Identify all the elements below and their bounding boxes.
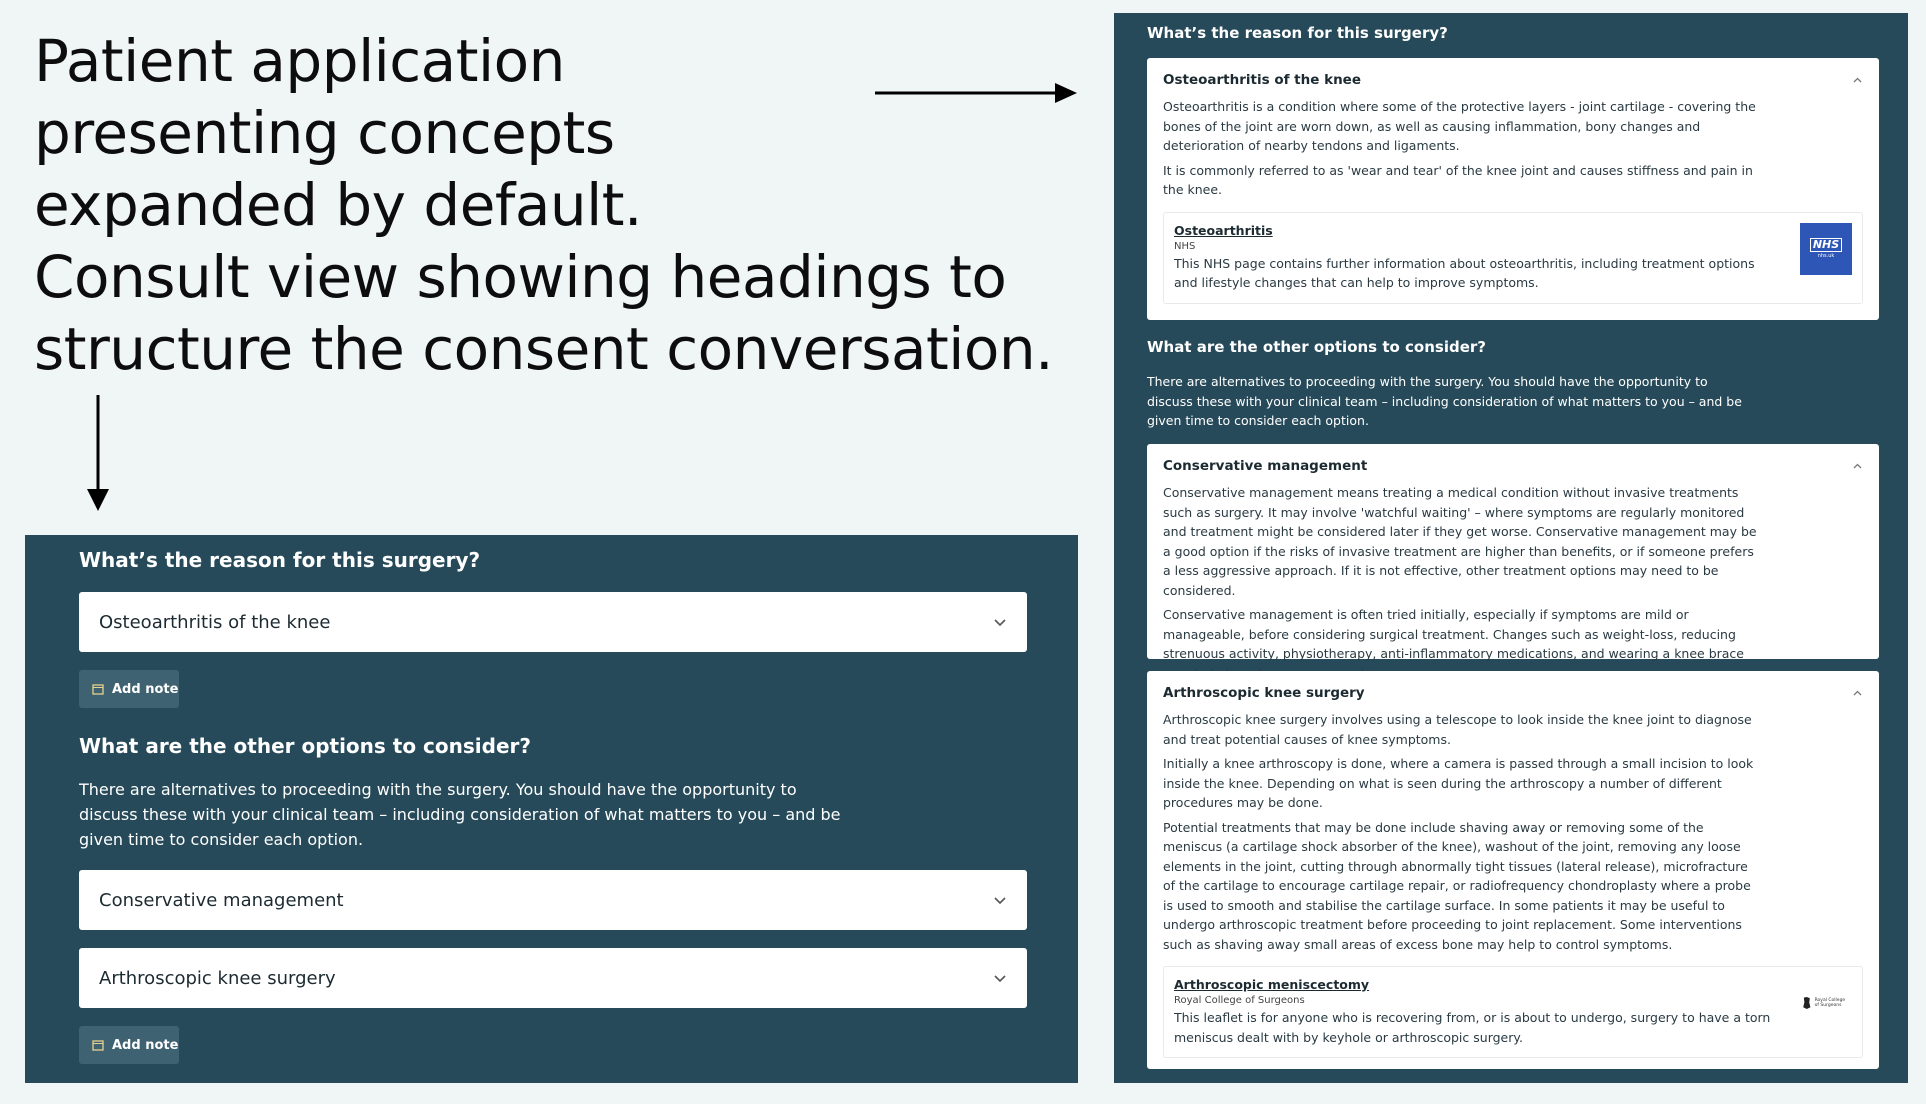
card-header[interactable] [1163,72,1863,88]
resource-card-rcs [1163,966,1863,1058]
expanded-card-conservative-management [1147,444,1879,659]
note-icon [92,1039,104,1051]
card-header[interactable] [1163,685,1863,701]
nhs-logo: NHS nhs.uk [1800,223,1852,275]
card-header[interactable] [1163,458,1863,474]
chevron-up-icon [1852,461,1863,472]
patient-options-intro: There are alternatives to proceeding with the surgery. You should have the opportunity to discuss these with your clinical team – including consideration of what matters to you – and be given time to consider each option. [1147,374,1742,428]
expanded-card-arthroscopic-knee-surgery [1147,671,1879,1069]
add-note-button[interactable] [79,670,179,708]
accordion-osteoarthritis[interactable] [79,592,1027,652]
arrow-right-icon [873,82,1079,104]
card-title: Conservative management [1163,458,1368,474]
chevron-down-icon [993,615,1007,629]
arrow-down-icon [86,393,110,513]
chevron-up-icon [1852,75,1863,86]
resource-description: This leaflet is for anyone who is recovering from, or is about to undergo, surgery to have a torn meniscus dealt with by keyhole or arthroscopic surgery. [1174,1010,1771,1045]
add-note-label: Add note [112,1037,179,1053]
card-title: Osteoarthritis of the knee [1163,72,1361,88]
resource-link[interactable]: Osteoarthritis [1174,222,1273,238]
caption-consult: Consult view showing headings to structure the consent conversation. [34,243,1054,383]
resource-source: NHS [1174,240,1196,252]
card-title: Arthroscopic knee surgery [1163,685,1365,701]
rcs-crest-icon [1802,992,1812,1014]
card-paragraph: Arthroscopic knee surgery involves using a telescope to look inside the knee joint to diagnose and treat potential causes of knee symptoms. [1163,712,1752,747]
chevron-down-icon [993,893,1007,907]
note-icon [92,683,104,695]
patient-options-heading: What are the other options to consider? [1147,338,1486,356]
card-paragraph: Conservative management is often tried initially, especially if symptoms are mild or manageable, before considering surgical treatment. Changes such as weight-loss, reducing strenuous activity, physiotherapy, anti-inflammatory medications, and wearing a knee brace [1163,607,1744,661]
add-note-label: Add note [112,681,179,697]
expanded-card-osteoarthritis [1147,58,1879,320]
resource-description: This NHS page contains further information about osteoarthritis, including treatment options and lifestyle changes that can help to improve symptoms. [1174,255,1755,290]
patient-reason-heading: What’s the reason for this surgery? [1147,24,1448,42]
patient-view-panel [1114,13,1908,1083]
consult-view-panel [25,535,1078,1083]
resource-source: Royal College of Surgeons [1174,995,1305,1006]
card-paragraph: Osteoarthritis is a condition where some of the protective layers - joint cartilage - covering the bones of the joint are worn down, as well as causing inflammation, bony changes and deterioration of nearby tendons and ligaments. [1163,99,1756,153]
accordion-label: Osteoarthritis of the knee [99,611,331,633]
chevron-down-icon [993,971,1007,985]
rcs-logo: Royal College of Surgeons [1802,989,1850,1017]
accordion-label: Arthroscopic knee surgery [99,967,336,989]
caption-patient: Patient application presenting concepts expanded by default. [34,27,642,239]
chevron-up-icon [1852,688,1863,699]
card-paragraph: It is commonly referred to as 'wear and tear' of the knee joint and causes stiffness and pain in the knee. [1163,162,1753,197]
consult-reason-heading: What’s the reason for this surgery? [79,548,481,572]
accordion-conservative-management[interactable] [79,870,1027,930]
resource-link[interactable]: Arthroscopic meniscectomy [1174,977,1370,992]
consult-options-intro: There are alternatives to proceeding with the surgery. You should have the opportunity to discuss these with your clinical team – including consideration of what matters to you – and be given time to consider each option. [79,780,841,849]
add-note-button[interactable] [79,1026,179,1064]
card-paragraph: Potential treatments that may be done include shaving away or removing some of the meniscus (a cartilage shock absorber of the knee), washout of the joint, removing any loose elements in the joint, cutting through abnormally tight tissues (lateral release), microfracture of the cartilage to encourage cartilage repair, or radiofrequency chondroplasty where a probe is used to smooth and stabilise the cartilage surface. In some patients it may be useful to undergo arthroscopic treatment before proceeding to joint replacement. Some interventions such as shaving away small areas of excess bone may help to control symptoms. [1163,819,1751,952]
accordion-label: Conservative management [99,889,344,911]
card-paragraph: Initially a knee arthroscopy is done, where a camera is passed through a small incision to look inside the knee. Depending on what is seen during the arthroscopy a number of different procedures may be done. [1163,756,1754,810]
card-paragraph: Conservative management means treating a medical condition without invasive treatments such as surgery. It may involve 'watchful waiting' – where symptoms are regularly monitored and treatment might be considered later if they get worse. Conservative management may be a good option if the risks of invasive treatment are higher than benefits, or if someone prefers a less aggressive approach. If it is not effective, other treatment options may need to be considered. [1163,485,1757,598]
accordion-arthroscopic-knee-surgery[interactable] [79,948,1027,1008]
consult-options-heading: What are the other options to consider? [79,734,531,758]
resource-card-nhs [1163,212,1863,304]
